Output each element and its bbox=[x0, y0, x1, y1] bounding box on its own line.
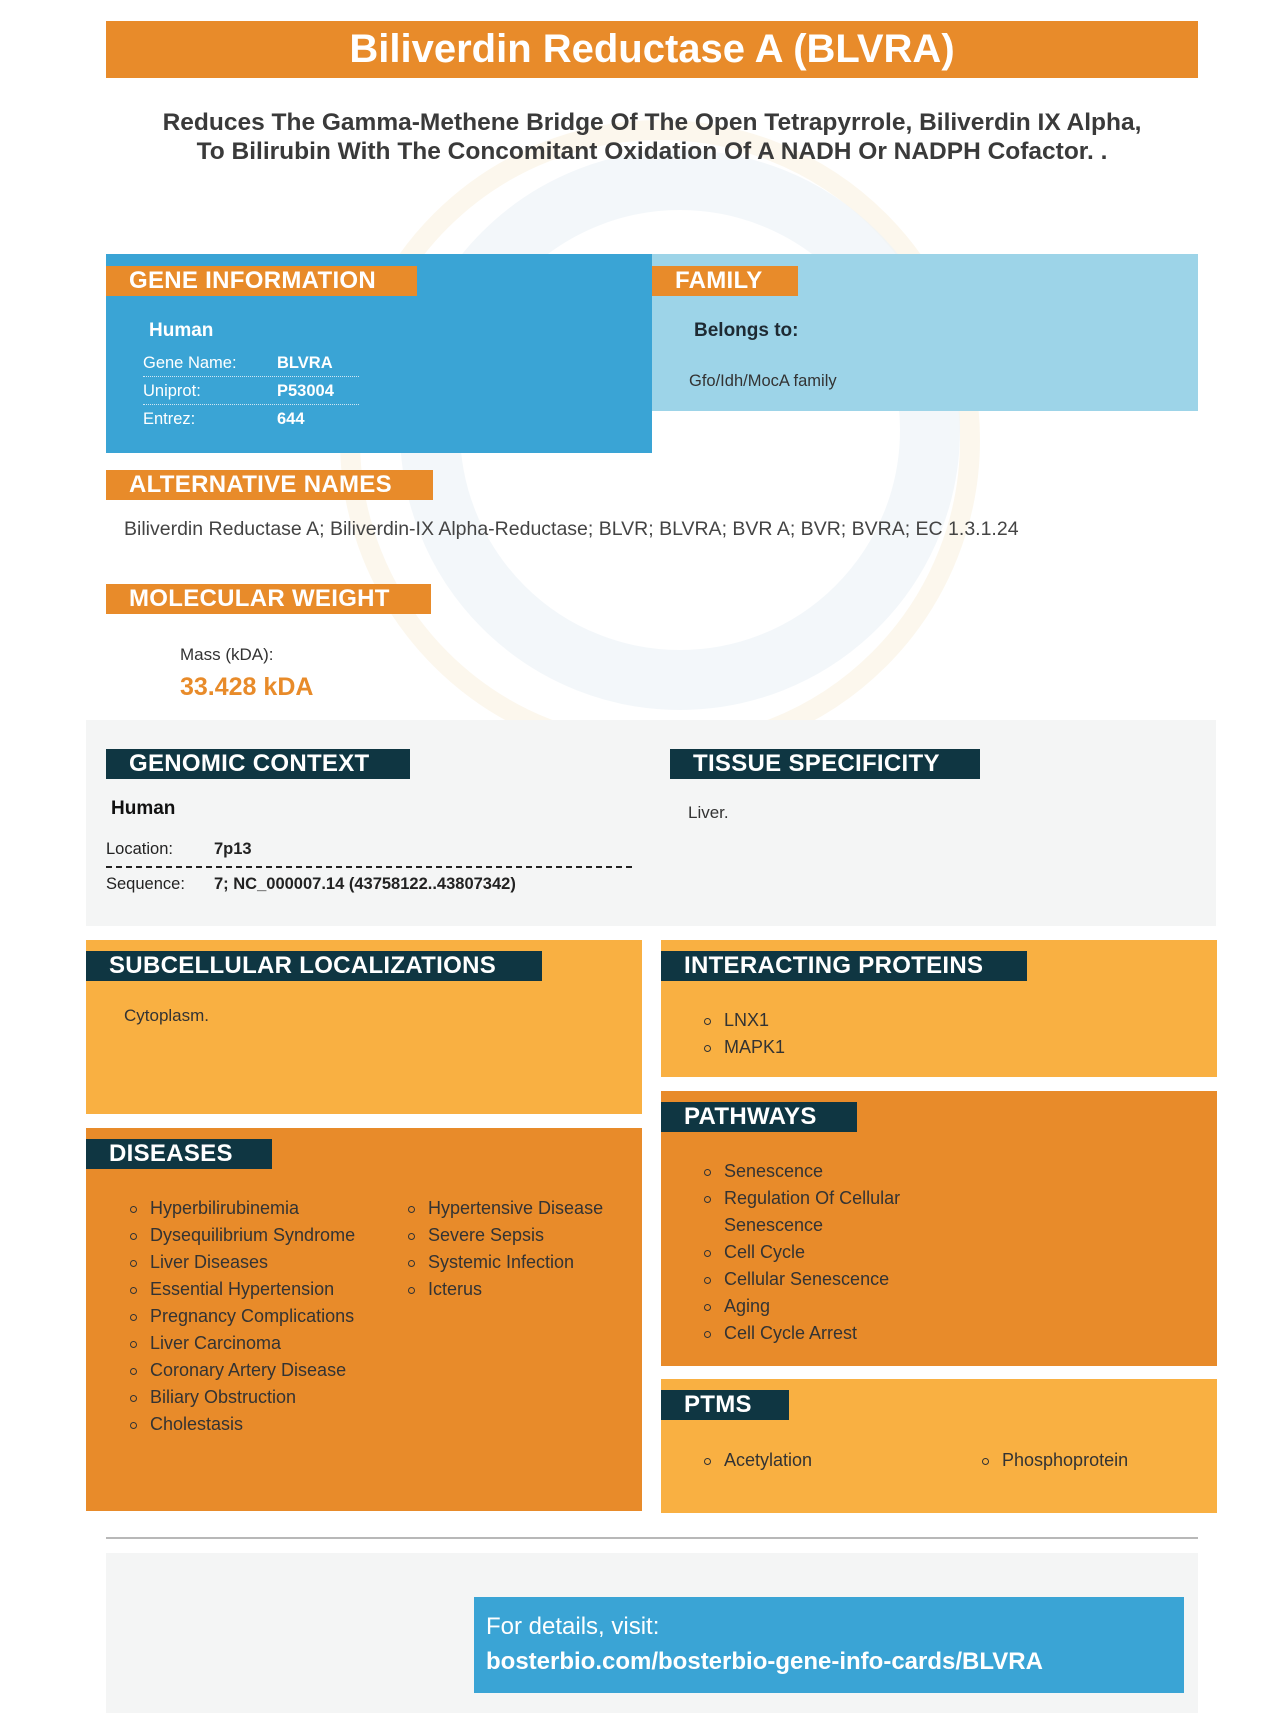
details-prefix: For details, visit: bbox=[486, 1613, 660, 1640]
list-item: Coronary Artery Disease bbox=[130, 1357, 370, 1384]
page-title: Biliverdin Reductase A (BLVRA) bbox=[106, 21, 1198, 78]
diseases-list-col2 bbox=[408, 1195, 628, 1303]
uniprot-value: P53004 bbox=[277, 382, 334, 400]
list-item: Cholestasis bbox=[130, 1411, 370, 1438]
list-item: Systemic Infection bbox=[408, 1249, 628, 1276]
list-item: Cell Cycle bbox=[704, 1239, 904, 1266]
diseases-header: DISEASES bbox=[86, 1139, 272, 1169]
diseases-list-col1 bbox=[130, 1195, 370, 1438]
entrez-row bbox=[143, 405, 359, 433]
alternative-names-header: ALTERNATIVE NAMES bbox=[106, 470, 433, 500]
genomic-context-header: GENOMIC CONTEXT bbox=[106, 749, 410, 779]
family-header: FAMILY bbox=[652, 266, 798, 296]
pathways-header: PATHWAYS bbox=[661, 1102, 857, 1132]
uniprot-label: Uniprot: bbox=[143, 382, 201, 400]
list-item: Liver Diseases bbox=[130, 1249, 370, 1276]
list-item: Liver Carcinoma bbox=[130, 1330, 370, 1357]
gene-name-value: BLVRA bbox=[277, 354, 333, 372]
ptms-header: PTMS bbox=[661, 1390, 789, 1420]
list-item: Cell Cycle Arrest bbox=[704, 1320, 904, 1347]
page-subtitle: Reduces The Gamma-Methene Bridge Of The Open Tetrapyrrole, Biliverdin IX Alpha, To Bilirubin With The Concomitant Oxidation Of A NADH Or NADPH Cofactor. . bbox=[162, 109, 1142, 165]
subcellular-header: SUBCELLULAR LOCALIZATIONS bbox=[86, 951, 542, 981]
details-link-box[interactable] bbox=[474, 1597, 1184, 1693]
list-item: Acetylation bbox=[704, 1447, 812, 1474]
list-item: Cellular Senescence bbox=[704, 1266, 904, 1293]
gene-name-row bbox=[143, 349, 359, 377]
list-item: Pregnancy Complications bbox=[130, 1303, 370, 1330]
list-item: Senescence bbox=[704, 1158, 904, 1185]
interacting-proteins-list bbox=[704, 1007, 785, 1061]
list-item: Phosphoprotein bbox=[982, 1447, 1128, 1474]
list-item: Hypertensive Disease bbox=[408, 1195, 628, 1222]
list-item: Dysequilibrium Syndrome bbox=[130, 1222, 370, 1249]
family-belongs-label: Belongs to: bbox=[694, 320, 799, 341]
list-item: LNX1 bbox=[704, 1007, 785, 1034]
list-item: Biliary Obstruction bbox=[130, 1384, 370, 1411]
interacting-proteins-header: INTERACTING PROTEINS bbox=[661, 951, 1027, 981]
location-label: Location: bbox=[106, 840, 173, 858]
genomic-species: Human bbox=[111, 798, 176, 819]
location-row bbox=[106, 832, 632, 866]
footer-divider bbox=[106, 1537, 1198, 1539]
list-item: Hyperbilirubinemia bbox=[130, 1195, 370, 1222]
gene-information-header: GENE INFORMATION bbox=[106, 266, 417, 296]
entrez-value: 644 bbox=[277, 410, 305, 428]
mass-value: 33.428 kDA bbox=[180, 673, 314, 701]
subcellular-value: Cytoplasm. bbox=[124, 1006, 210, 1025]
list-item: Severe Sepsis bbox=[408, 1222, 628, 1249]
details-url-link[interactable]: bosterbio.com/bosterbio-gene-info-cards/BLVRA bbox=[486, 1648, 1043, 1675]
sequence-value: 7; NC_000007.14 (43758122..43807342) bbox=[214, 875, 516, 893]
gene-name-label: Gene Name: bbox=[143, 354, 237, 372]
uniprot-row bbox=[143, 377, 359, 405]
tissue-specificity-header: TISSUE SPECIFICITY bbox=[670, 749, 980, 779]
family-value: Gfo/Idh/MocA family bbox=[689, 372, 837, 390]
gene-species: Human bbox=[149, 320, 214, 341]
ptms-list-col2 bbox=[982, 1447, 1128, 1474]
location-value: 7p13 bbox=[214, 840, 252, 858]
alternative-names-value: Biliverdin Reductase A; Biliverdin-IX Alpha-Reductase; BLVR; BLVRA; BVR A; BVR; BVRA; EC 1.3.1.24 bbox=[124, 518, 1019, 540]
mass-label: Mass (kDA): bbox=[180, 645, 274, 664]
sequence-label: Sequence: bbox=[106, 875, 185, 893]
list-item: Icterus bbox=[408, 1276, 628, 1303]
entrez-label: Entrez: bbox=[143, 410, 196, 428]
list-item: Essential Hypertension bbox=[130, 1276, 370, 1303]
list-item: MAPK1 bbox=[704, 1034, 785, 1061]
pathways-list bbox=[704, 1158, 904, 1347]
list-item: Regulation Of Cellular Senescence bbox=[704, 1185, 904, 1239]
ptms-list-col1 bbox=[704, 1447, 812, 1474]
tissue-specificity-value: Liver. bbox=[688, 803, 729, 822]
sequence-row bbox=[106, 867, 632, 901]
molecular-weight-header: MOLECULAR WEIGHT bbox=[106, 584, 431, 614]
list-item: Aging bbox=[704, 1293, 904, 1320]
